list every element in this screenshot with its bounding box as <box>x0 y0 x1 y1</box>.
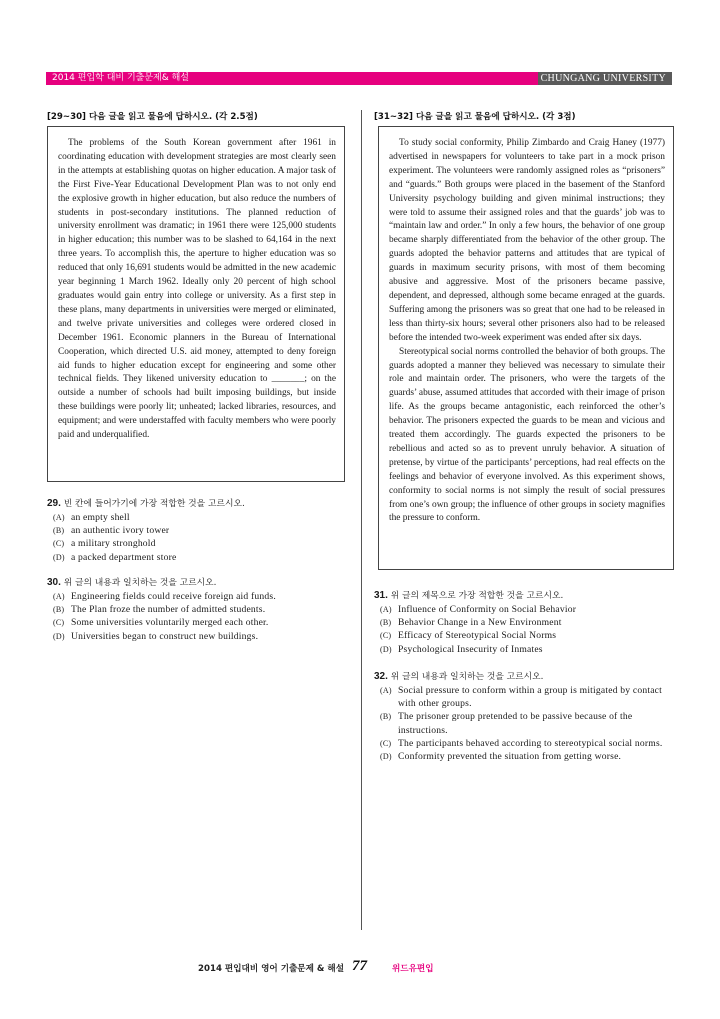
question-stem: 31. 위 글의 제목으로 가장 적합한 것을 고르시오. <box>374 590 564 601</box>
question-number: 32. <box>374 671 388 682</box>
option-d[interactable]: (D) Universities began to construct new buildings. <box>53 630 259 642</box>
option-a[interactable]: (A) Social pressure to conform within a group is mitigated by contact with other groups. <box>380 685 662 710</box>
question-number: 29. <box>47 498 61 509</box>
option-b[interactable]: (B) Behavior Change in a New Environment <box>380 617 562 629</box>
column-divider <box>361 110 362 930</box>
passage-paragraph: To study social conformity, Philip Zimbardo and Craig Haney (1977) advertised in newspapers for volunteers to take part in a mock prison experiment. The volunteers were randomly assigned roles as “prisoners” and “guards.” Both groups were placed in the basement of the Stanford University psychology building and given minimal instructions; they were told to assume their assigned roles and that the guards’ job was to “maintain law and order.” In only a few hours, the behavior of one group became sharply differentiated from the behavior of the other group. The guards adopted the behavior patterns and attitudes that are typical of guards in maximum security prisons, with most of them becoming abusive and aggressive. Most of the prisoners became passive, dependent, and depressed, although some became enraged at the guards. Suffering among the prisoners was so great that one had to be released in less than thirty-six hours; several other prisoners also had to be released before the intended two-week experiment was ended after six days. <box>389 138 665 343</box>
option-c[interactable]: (C) Some universities voluntarily merged each other. <box>53 617 269 629</box>
footer-title: 2014 편입대비 영어 기출문제 & 해설 <box>198 964 344 974</box>
option-c[interactable]: (C) Efficacy of Stereotypical Social Norms <box>380 630 557 642</box>
section-title-29-30: [29~30] 다음 글을 읽고 물음에 답하시오. (각 2.5점) <box>47 112 258 122</box>
option-d[interactable]: (D) Psychological Insecurity of Inmates <box>380 643 543 655</box>
passage-paragraph: Stereotypical social norms controlled the behavior of both groups. The guards adopted a manner they believed was necessary to simulate their role and maintain order. The prisoners, who were the targets of the guards’ abuse, assumed attitudes that accorded with their image of prison life. As the groups became antagonistic, each reinforced the other’s behavior. The prisoners expected the guards to be mean and vicious and treated them accordingly. The guards expected the prisoners to be rebellious and acted so as to prevent unruly behavior. A situation of pretense, by virtue of the participants’ perceptions, had real effects on the feelings and behavior of everyone involved. As this experiment shows, conformity to social norms is not simply the result of social pressures from one’s own group; the influence of other groups in society magnifies the pressure to conform. <box>389 346 665 524</box>
header-title: 2014 편입학 대비 기출문제& 해설 <box>46 72 538 85</box>
question-stem: 30. 위 글의 내용과 일치하는 것을 고르시오. <box>47 577 217 588</box>
section-title-31-32: [31~32] 다음 글을 읽고 물음에 답하시오. (각 3점) <box>374 112 576 122</box>
page-footer <box>0 958 720 978</box>
option-c[interactable]: (C) a military stronghold <box>53 538 156 550</box>
passage-31-32 <box>378 126 674 570</box>
option-b[interactable]: (B) The prisoner group pretended to be passive because of the instructions. <box>380 711 633 736</box>
option-c[interactable]: (C) The participants behaved according to stereotypical social norms. <box>380 737 663 749</box>
option-d[interactable]: (D) a packed department store <box>53 551 177 563</box>
option-b[interactable]: (B) an authentic ivory tower <box>53 525 170 537</box>
option-a[interactable]: (A) Influence of Conformity on Social Behavior <box>380 604 577 615</box>
question-29 <box>47 496 347 564</box>
footer-brand: 위드유편입 <box>392 964 434 974</box>
passage-paragraph: The problems of the South Korean government after 1961 in coordinating education with development strategies are most clearly seen in the attempts at establishing quotas on higher education. A major task of the First Five-Year Educational Development Plan was to not only end the explosive growth in higher education, but also reduce the numbers of students in post-secondary institutions. The planned reduction of university enrollment was dramatic; in 1961 there were 125,000 students in higher education; this number was to be slashed to 64,164 in the next three years. To accomplish this, the aperture to higher education was so reduced that only 16,691 students would be admitted in the new academic year beginning 1 March 1962. Ideally only 20 percent of high school graduates would gain entry into college or university. As a first step in these plans, many departments in universities were merged or eliminated, and twelve private universities and colleges were ordered closed in December 1961. Economic planners in the Bureau of International Cooperation, which directed U.S. aid money, attempted to deny foreign aid funds to higher education except for engineering and some other technical fields. They likened university education to _______; on the outside a number of schools had built imposing buildings, but inside these buildings were poorly lit; unheated; lacked libraries, resources, and equipment; and were understaffed with faculty members who were poorly paid and underqualified. <box>58 138 336 441</box>
page-number: 77 <box>352 958 367 974</box>
option-a[interactable]: (A) an empty shell <box>53 512 130 523</box>
question-number: 31. <box>374 590 388 601</box>
question-stem: 32. 위 글의 내용과 일치하는 것을 고르시오. <box>374 671 544 682</box>
option-b[interactable]: (B) The Plan froze the number of admitted students. <box>53 604 266 616</box>
option-d[interactable]: (D) Conformity prevented the situation from getting worse. <box>380 751 622 763</box>
question-32 <box>374 669 674 763</box>
passage-29-30 <box>47 126 345 482</box>
question-stem: 29. 빈 칸에 들어가기에 가장 적합한 것을 고르시오. <box>47 498 245 509</box>
header-bar <box>46 72 672 85</box>
question-31 <box>374 588 674 656</box>
header-university: CHUNGANG UNIVERSITY <box>538 72 672 85</box>
question-number: 30. <box>47 577 61 588</box>
option-a[interactable]: (A) Engineering fields could receive foreign aid funds. <box>53 591 276 602</box>
question-30 <box>47 575 347 643</box>
